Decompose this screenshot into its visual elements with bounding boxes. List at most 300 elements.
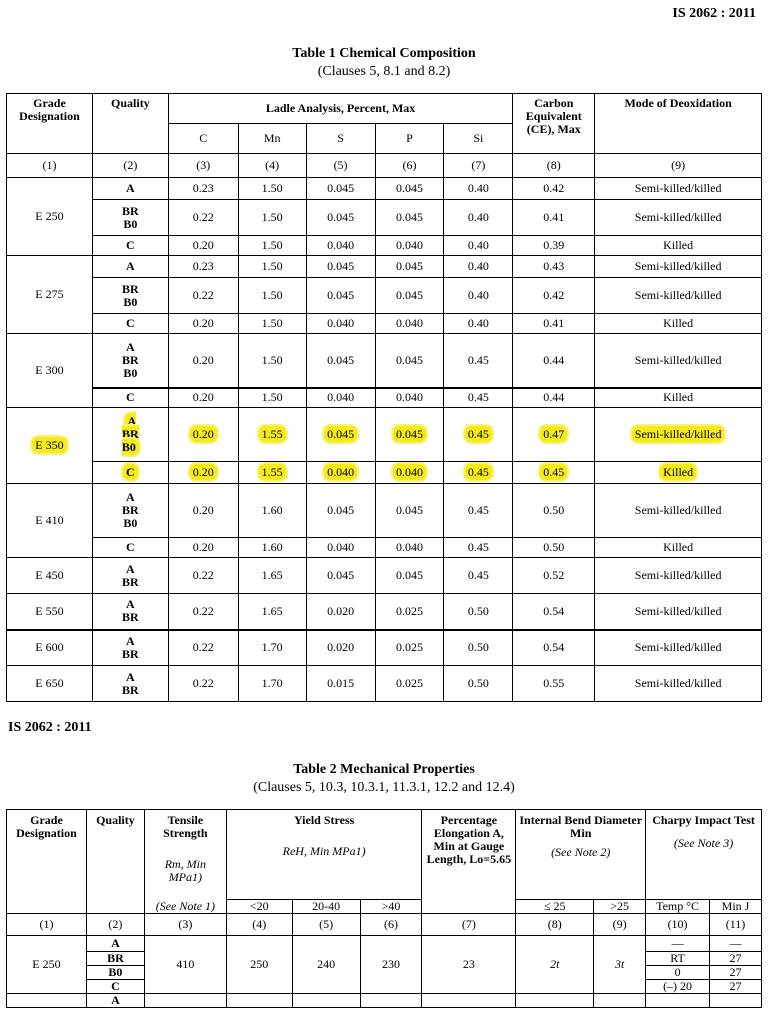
grade-cell <box>7 408 93 484</box>
c-value: 0.20 <box>192 238 214 252</box>
ce-value: 0.52 <box>543 568 565 582</box>
composition-row <box>7 630 762 666</box>
si-value: 0.45 <box>467 568 489 582</box>
mn-value: 1.50 <box>261 352 283 367</box>
quality-label: C <box>126 390 135 405</box>
ce-cell <box>513 314 595 334</box>
quality-label: BR B0 <box>122 281 139 309</box>
mn-value: 1.50 <box>261 390 283 405</box>
grade-label: E 650 <box>35 676 64 690</box>
ce-value: 0.45 <box>540 464 567 480</box>
quality-label: A BR <box>122 561 139 589</box>
mn-value: 1.70 <box>261 676 283 690</box>
yield-gt40-cell <box>360 994 422 1008</box>
si-value: 0.50 <box>467 603 489 618</box>
mn-value: 1.50 <box>261 238 283 252</box>
deoxidation-value: Semi-killed/killed <box>634 288 722 302</box>
deoxidation-cell <box>595 538 762 558</box>
s-cell <box>306 462 375 484</box>
grade-label: E 600 <box>35 640 64 655</box>
si-cell <box>444 462 513 484</box>
deoxidation-value: Semi-killed/killed <box>634 181 722 195</box>
table2-caption <box>0 762 768 796</box>
c-cell <box>168 666 238 702</box>
composition-row <box>7 408 762 462</box>
tensile-label: Tensile Strength <box>163 813 208 840</box>
ce-cell <box>513 630 595 666</box>
s-value: 0.045 <box>327 210 355 224</box>
si-cell <box>444 630 513 666</box>
temp-header: Temp °C <box>646 899 710 913</box>
minj-cell: 27 <box>710 980 762 994</box>
deoxidation-value: Semi-killed/killed <box>634 259 722 273</box>
s-value: 0.040 <box>324 464 357 480</box>
c-value: 0.20 <box>192 352 214 367</box>
t2-col-number: (3) <box>144 914 226 936</box>
p-cell <box>375 484 444 538</box>
mn-cell <box>238 178 306 200</box>
quality-label: C <box>126 238 135 252</box>
col-number: (2) <box>92 154 168 178</box>
col-number: (3) <box>168 154 238 178</box>
ce-cell <box>513 278 595 314</box>
composition-row <box>7 388 762 408</box>
col-number: (5) <box>306 154 375 178</box>
carbon-equivalent-header: Carbon Equivalent (CE), Max <box>513 94 595 154</box>
grade-label: E 275 <box>35 287 64 301</box>
quality-label: A BR <box>122 669 139 697</box>
mn-cell <box>238 256 306 278</box>
s-value: 0.040 <box>327 390 355 405</box>
elongation-header: Percentage Elongation A, Min at Gauge Length, Lo=5.65 <box>422 810 516 914</box>
quality-cell <box>92 278 168 314</box>
s-value: 0.045 <box>327 352 355 367</box>
t2-col-number: (11) <box>710 914 762 936</box>
composition-row <box>7 278 762 314</box>
p-header: P <box>375 124 444 154</box>
c-cell <box>168 334 238 388</box>
p-value: 0.045 <box>395 503 423 517</box>
mn-cell <box>238 666 306 702</box>
table1-clauses: (Clauses 5, 8.1 and 8.2) <box>317 64 451 79</box>
ce-cell <box>513 200 595 236</box>
si-value: 0.45 <box>465 464 492 480</box>
deoxidation-value: Killed <box>660 464 696 480</box>
deoxidation-cell <box>595 408 762 462</box>
composition-row <box>7 256 762 278</box>
si-value: 0.40 <box>467 288 489 302</box>
c-cell <box>168 538 238 558</box>
charpy-label: Charpy Impact Test <box>652 813 755 827</box>
table2-clauses: (Clauses 5, 10.3, 10.3.1, 11.3.1, 12.2 and 12.4) <box>253 780 515 795</box>
composition-row <box>7 462 762 484</box>
s-cell <box>306 558 375 594</box>
deoxidation-value: Killed <box>663 390 694 405</box>
ce-value: 0.47 <box>540 426 567 442</box>
p-cell <box>375 256 444 278</box>
t2-col-number: (7) <box>422 914 516 936</box>
grade-cell <box>7 594 93 630</box>
si-cell <box>444 408 513 462</box>
c-cell <box>168 278 238 314</box>
t2-col-number: (4) <box>226 914 292 936</box>
si-value: 0.45 <box>467 352 489 367</box>
bend-gt25-cell: 3t <box>594 936 646 994</box>
grade-label: E 550 <box>35 603 64 618</box>
quality-cell <box>92 594 168 630</box>
col-number: (1) <box>7 154 93 178</box>
c-value: 0.23 <box>192 259 214 273</box>
s-cell <box>306 314 375 334</box>
yield-header <box>226 810 422 900</box>
t2-col-number: (9) <box>594 914 646 936</box>
mn-value: 1.50 <box>261 210 283 224</box>
yield-lt20-cell: 250 <box>226 936 292 994</box>
s-value: 0.045 <box>327 288 355 302</box>
deoxidation-cell <box>595 388 762 408</box>
mn-value: 1.55 <box>259 464 286 480</box>
s-value: 0.045 <box>324 426 357 442</box>
si-value: 0.45 <box>467 503 489 517</box>
si-value: 0.45 <box>467 390 489 405</box>
si-value: 0.40 <box>467 210 489 224</box>
deoxidation-value: Semi-killed/killed <box>634 352 722 367</box>
standard-number-top: IS 2062 : 2011 <box>672 6 756 21</box>
ce-cell <box>513 408 595 462</box>
mn-cell <box>238 484 306 538</box>
bend-label: Internal Bend Diameter Min <box>519 813 643 840</box>
minj-cell: 27 <box>710 966 762 980</box>
col-number: (6) <box>375 154 444 178</box>
ce-cell <box>513 256 595 278</box>
ce-value: 0.50 <box>543 503 565 517</box>
ce-value: 0.39 <box>543 238 565 252</box>
quality-label: C <box>126 316 135 330</box>
t2-quality-cell: B0 <box>86 966 144 980</box>
si-cell <box>444 558 513 594</box>
s-value: 0.040 <box>327 316 355 330</box>
si-value: 0.50 <box>467 676 489 690</box>
quality-cell <box>92 256 168 278</box>
si-cell <box>444 538 513 558</box>
deoxidation-cell <box>595 178 762 200</box>
c-value: 0.23 <box>192 181 214 195</box>
si-cell <box>444 236 513 256</box>
mn-cell <box>238 594 306 630</box>
p-value: 0.045 <box>395 181 423 195</box>
elongation-cell <box>422 994 516 1008</box>
c-cell <box>168 314 238 334</box>
si-value: 0.40 <box>467 238 489 252</box>
ce-value: 0.41 <box>543 316 565 330</box>
quality-label: BR B0 <box>122 203 139 231</box>
t2-grade-header: Grade Designation <box>7 810 87 914</box>
c-cell <box>168 200 238 236</box>
ce-cell <box>513 594 595 630</box>
p-value: 0.025 <box>395 640 423 655</box>
composition-row <box>7 666 762 702</box>
s-cell <box>306 178 375 200</box>
s-value: 0.045 <box>327 181 355 195</box>
mn-cell <box>238 462 306 484</box>
s-value: 0.045 <box>327 259 355 273</box>
deoxidation-cell <box>595 594 762 630</box>
mn-value: 1.50 <box>261 316 283 330</box>
t2-col-number: (1) <box>7 914 87 936</box>
deoxidation-value: Semi-killed/killed <box>634 568 722 582</box>
si-header: Si <box>444 124 513 154</box>
c-value: 0.20 <box>190 426 217 442</box>
c-cell <box>168 594 238 630</box>
quality-cell <box>92 200 168 236</box>
s-value: 0.045 <box>327 568 355 582</box>
c-value: 0.22 <box>192 288 214 302</box>
si-value: 0.50 <box>467 640 489 655</box>
deoxidation-cell <box>595 666 762 702</box>
quality-label: A <box>126 259 135 273</box>
s-cell <box>306 666 375 702</box>
yield-20-40: 20-40 <box>292 899 360 913</box>
p-value: 0.025 <box>395 603 423 618</box>
ce-value: 0.54 <box>543 603 565 618</box>
standard-number-mid: IS 2062 : 2011 <box>8 720 92 735</box>
mn-cell <box>238 200 306 236</box>
si-cell <box>444 256 513 278</box>
s-cell <box>306 256 375 278</box>
quality-cell <box>92 484 168 538</box>
grade-cell <box>7 558 93 594</box>
mn-cell <box>238 278 306 314</box>
ce-cell <box>513 334 595 388</box>
composition-row <box>7 178 762 200</box>
quality-label: A BR <box>122 597 139 625</box>
c-cell <box>168 388 238 408</box>
p-cell <box>375 558 444 594</box>
grade-cell <box>7 484 93 558</box>
s-value: 0.040 <box>327 540 355 554</box>
si-value: 0.40 <box>467 259 489 273</box>
p-cell <box>375 538 444 558</box>
ce-cell <box>513 236 595 256</box>
deoxidation-cell <box>595 256 762 278</box>
p-value: 0.040 <box>395 390 423 405</box>
s-value: 0.040 <box>327 238 355 252</box>
c-cell <box>168 178 238 200</box>
grade-header: Grade Designation <box>7 94 93 154</box>
grade-cell <box>7 334 93 408</box>
ce-value: 0.55 <box>543 676 565 690</box>
ce-cell <box>513 178 595 200</box>
col-number: (8) <box>513 154 595 178</box>
table2-title: Table 2 Mechanical Properties <box>293 762 475 777</box>
p-value: 0.045 <box>393 426 426 442</box>
deoxidation-value: Semi-killed/killed <box>634 503 722 517</box>
p-value: 0.045 <box>395 568 423 582</box>
deoxidation-cell <box>595 314 762 334</box>
ladle-analysis-header: Ladle Analysis, Percent, Max <box>168 94 512 124</box>
quality-label: A BR B0 <box>121 414 139 454</box>
p-value: 0.045 <box>395 259 423 273</box>
si-cell <box>444 278 513 314</box>
s-cell <box>306 278 375 314</box>
p-cell <box>375 314 444 334</box>
minj-cell: 27 <box>710 952 762 966</box>
grade-cell <box>7 666 93 702</box>
yield-gt40-cell: 230 <box>360 936 422 994</box>
deoxidation-value: Semi-killed/killed <box>632 426 725 442</box>
p-cell <box>375 630 444 666</box>
mn-cell <box>238 558 306 594</box>
yield-gt40: >40 <box>360 899 422 913</box>
deoxidation-cell <box>595 630 762 666</box>
mn-value: 1.50 <box>261 259 283 273</box>
elongation-cell: 23 <box>422 936 516 994</box>
ce-value: 0.42 <box>543 181 565 195</box>
si-cell <box>444 178 513 200</box>
deoxidation-cell <box>595 200 762 236</box>
quality-cell <box>92 666 168 702</box>
composition-row <box>7 314 762 334</box>
mn-value: 1.65 <box>261 568 283 582</box>
deoxidation-value: Semi-killed/killed <box>634 210 722 224</box>
yield-label: Yield Stress <box>293 813 355 827</box>
col-number: (4) <box>238 154 306 178</box>
grade-label: E 410 <box>35 513 64 527</box>
p-value: 0.040 <box>395 238 423 252</box>
ce-cell <box>513 666 595 702</box>
mn-cell <box>238 314 306 334</box>
deoxidation-cell <box>595 334 762 388</box>
c-cell <box>168 408 238 462</box>
deoxidation-cell <box>595 236 762 256</box>
s-value: 0.020 <box>327 640 355 655</box>
s-cell <box>306 594 375 630</box>
p-value: 0.045 <box>395 288 423 302</box>
quality-label: C <box>123 464 138 480</box>
charpy-header <box>646 810 762 900</box>
quality-label: A BR <box>122 633 139 661</box>
quality-cell <box>92 236 168 256</box>
tensile-cell <box>144 994 226 1008</box>
yield-lt20-cell <box>226 994 292 1008</box>
t2-col-number: (6) <box>360 914 422 936</box>
si-value: 0.40 <box>467 181 489 195</box>
composition-row <box>7 236 762 256</box>
composition-row <box>7 334 762 388</box>
composition-row <box>7 558 762 594</box>
ce-value: 0.44 <box>543 352 565 367</box>
mn-value: 1.55 <box>259 426 286 442</box>
deoxidation-header: Mode of Deoxidation <box>595 94 762 154</box>
t2-col-number: (10) <box>646 914 710 936</box>
t2-quality-header: Quality <box>86 810 144 914</box>
quality-cell <box>92 462 168 484</box>
p-value: 0.045 <box>395 210 423 224</box>
t2-col-number: (8) <box>516 914 594 936</box>
quality-cell <box>92 408 168 462</box>
t2-grade-cell <box>7 994 87 1008</box>
temp-cell: (–) 20 <box>646 980 710 994</box>
c-value: 0.22 <box>192 210 214 224</box>
mn-cell <box>238 630 306 666</box>
si-cell <box>444 200 513 236</box>
quality-label: C <box>126 540 135 554</box>
quality-cell <box>92 630 168 666</box>
mn-cell <box>238 408 306 462</box>
deoxidation-value: Semi-killed/killed <box>634 603 722 618</box>
bend-gt25: >25 <box>594 899 646 913</box>
p-value: 0.045 <box>395 352 423 367</box>
c-value: 0.20 <box>192 540 214 554</box>
grade-cell <box>7 178 93 256</box>
mn-cell <box>238 388 306 408</box>
c-cell <box>168 462 238 484</box>
c-cell <box>168 558 238 594</box>
table1-title: Table 1 Chemical Composition <box>292 46 476 61</box>
p-cell <box>375 278 444 314</box>
minj-header: Min J <box>710 899 762 913</box>
quality-cell <box>92 334 168 388</box>
p-cell <box>375 462 444 484</box>
si-value: 0.45 <box>465 426 492 442</box>
t2-grade-cell: E 250 <box>7 936 87 994</box>
rm-label: Rm, Min MPa1) <box>164 857 207 884</box>
mn-value: 1.60 <box>261 503 283 517</box>
s-header: S <box>306 124 375 154</box>
p-cell <box>375 236 444 256</box>
quality-cell <box>92 558 168 594</box>
deoxidation-cell <box>595 484 762 538</box>
s-cell <box>306 408 375 462</box>
c-cell <box>168 256 238 278</box>
deoxidation-value: Killed <box>663 540 694 554</box>
si-cell <box>444 388 513 408</box>
s-cell <box>306 538 375 558</box>
grade-label: E 300 <box>35 363 64 377</box>
si-cell <box>444 314 513 334</box>
deoxidation-cell <box>595 278 762 314</box>
si-cell <box>444 666 513 702</box>
p-cell <box>375 200 444 236</box>
s-cell <box>306 388 375 408</box>
deoxidation-value: Killed <box>663 316 694 330</box>
ce-value: 0.42 <box>543 288 565 302</box>
si-value: 0.40 <box>467 316 489 330</box>
s-value: 0.045 <box>327 503 355 517</box>
ce-value: 0.50 <box>543 540 565 554</box>
ce-cell <box>513 558 595 594</box>
quality-header: Quality <box>92 94 168 154</box>
ce-cell <box>513 484 595 538</box>
p-cell <box>375 408 444 462</box>
mn-cell <box>238 538 306 558</box>
s-cell <box>306 236 375 256</box>
s-cell <box>306 630 375 666</box>
ce-value: 0.43 <box>543 259 565 273</box>
c-value: 0.22 <box>192 676 214 690</box>
grade-cell <box>7 256 93 334</box>
s-value: 0.020 <box>327 603 355 618</box>
yield-20-40-cell: 240 <box>292 936 360 994</box>
minj-cell <box>710 994 762 1008</box>
t2-quality-cell: A <box>86 936 144 952</box>
p-cell <box>375 666 444 702</box>
deoxidation-cell <box>595 558 762 594</box>
quality-cell <box>92 388 168 408</box>
mn-header: Mn <box>238 124 306 154</box>
t2-col-number: (2) <box>86 914 144 936</box>
bend-le25: ≤ 25 <box>516 899 594 913</box>
